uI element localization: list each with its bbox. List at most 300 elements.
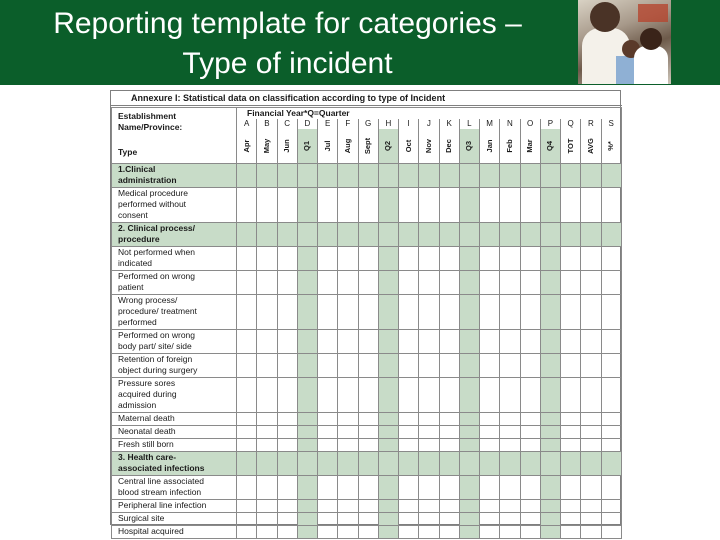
data-cell[interactable]: [439, 476, 459, 500]
data-cell[interactable]: [237, 500, 257, 513]
data-cell[interactable]: [277, 426, 297, 439]
data-cell[interactable]: [500, 413, 520, 426]
data-cell[interactable]: [237, 378, 257, 413]
data-cell[interactable]: [581, 526, 601, 539]
data-cell[interactable]: [439, 354, 459, 378]
data-cell[interactable]: [257, 526, 277, 539]
data-cell[interactable]: [257, 354, 277, 378]
data-cell[interactable]: [419, 164, 439, 188]
data-cell[interactable]: [439, 513, 459, 526]
data-cell[interactable]: [419, 476, 439, 500]
data-cell[interactable]: [581, 223, 601, 247]
data-cell[interactable]: [500, 247, 520, 271]
data-cell[interactable]: [358, 354, 378, 378]
data-cell[interactable]: [358, 164, 378, 188]
data-cell[interactable]: [439, 452, 459, 476]
data-cell[interactable]: [520, 164, 540, 188]
data-cell[interactable]: [601, 330, 621, 354]
data-cell[interactable]: [297, 526, 317, 539]
data-cell[interactable]: [439, 330, 459, 354]
data-cell[interactable]: [297, 188, 317, 223]
data-cell[interactable]: [257, 295, 277, 330]
data-cell[interactable]: [378, 426, 398, 439]
data-cell[interactable]: [297, 439, 317, 452]
data-cell[interactable]: [318, 330, 338, 354]
data-cell[interactable]: [500, 188, 520, 223]
data-cell[interactable]: [581, 164, 601, 188]
data-cell[interactable]: [540, 526, 560, 539]
data-cell[interactable]: [561, 526, 581, 539]
data-cell[interactable]: [358, 223, 378, 247]
data-cell[interactable]: [399, 271, 419, 295]
data-cell[interactable]: [358, 295, 378, 330]
data-cell[interactable]: [277, 247, 297, 271]
data-cell[interactable]: [561, 476, 581, 500]
data-cell[interactable]: [338, 476, 358, 500]
data-cell[interactable]: [378, 452, 398, 476]
data-cell[interactable]: [257, 476, 277, 500]
data-cell[interactable]: [277, 295, 297, 330]
data-cell[interactable]: [277, 513, 297, 526]
data-cell[interactable]: [378, 354, 398, 378]
data-cell[interactable]: [318, 513, 338, 526]
data-cell[interactable]: [561, 452, 581, 476]
data-cell[interactable]: [581, 439, 601, 452]
data-cell[interactable]: [399, 452, 419, 476]
data-cell[interactable]: [257, 452, 277, 476]
data-cell[interactable]: [540, 247, 560, 271]
data-cell[interactable]: [297, 452, 317, 476]
data-cell[interactable]: [459, 295, 479, 330]
data-cell[interactable]: [520, 426, 540, 439]
data-cell[interactable]: [439, 295, 459, 330]
data-cell[interactable]: [237, 164, 257, 188]
data-cell[interactable]: [561, 378, 581, 413]
data-cell[interactable]: [459, 426, 479, 439]
data-cell[interactable]: [520, 330, 540, 354]
data-cell[interactable]: [561, 164, 581, 188]
data-cell[interactable]: [520, 378, 540, 413]
data-cell[interactable]: [520, 500, 540, 513]
data-cell[interactable]: [338, 354, 358, 378]
data-cell[interactable]: [459, 526, 479, 539]
data-cell[interactable]: [378, 378, 398, 413]
data-cell[interactable]: [540, 295, 560, 330]
data-cell[interactable]: [500, 164, 520, 188]
data-cell[interactable]: [419, 378, 439, 413]
data-cell[interactable]: [297, 513, 317, 526]
data-cell[interactable]: [399, 247, 419, 271]
data-cell[interactable]: [318, 164, 338, 188]
data-cell[interactable]: [318, 378, 338, 413]
data-cell[interactable]: [318, 354, 338, 378]
data-cell[interactable]: [297, 164, 317, 188]
data-cell[interactable]: [318, 295, 338, 330]
data-cell[interactable]: [601, 247, 621, 271]
data-cell[interactable]: [277, 378, 297, 413]
data-cell[interactable]: [601, 513, 621, 526]
data-cell[interactable]: [581, 500, 601, 513]
data-cell[interactable]: [540, 223, 560, 247]
data-cell[interactable]: [601, 223, 621, 247]
data-cell[interactable]: [257, 223, 277, 247]
data-cell[interactable]: [338, 164, 358, 188]
data-cell[interactable]: [439, 164, 459, 188]
data-cell[interactable]: [297, 295, 317, 330]
data-cell[interactable]: [399, 426, 419, 439]
data-cell[interactable]: [318, 413, 338, 426]
data-cell[interactable]: [297, 330, 317, 354]
data-cell[interactable]: [601, 439, 621, 452]
data-cell[interactable]: [500, 295, 520, 330]
data-cell[interactable]: [399, 378, 419, 413]
data-cell[interactable]: [378, 330, 398, 354]
data-cell[interactable]: [480, 354, 500, 378]
data-cell[interactable]: [257, 188, 277, 223]
data-cell[interactable]: [500, 223, 520, 247]
data-cell[interactable]: [561, 188, 581, 223]
data-cell[interactable]: [277, 330, 297, 354]
data-cell[interactable]: [277, 476, 297, 500]
data-cell[interactable]: [297, 378, 317, 413]
data-cell[interactable]: [581, 330, 601, 354]
data-cell[interactable]: [318, 188, 338, 223]
data-cell[interactable]: [277, 452, 297, 476]
data-cell[interactable]: [601, 526, 621, 539]
data-cell[interactable]: [338, 500, 358, 513]
data-cell[interactable]: [520, 526, 540, 539]
data-cell[interactable]: [419, 452, 439, 476]
data-cell[interactable]: [277, 188, 297, 223]
data-cell[interactable]: [480, 476, 500, 500]
data-cell[interactable]: [338, 295, 358, 330]
data-cell[interactable]: [500, 378, 520, 413]
data-cell[interactable]: [601, 188, 621, 223]
data-cell[interactable]: [480, 271, 500, 295]
data-cell[interactable]: [378, 513, 398, 526]
data-cell[interactable]: [500, 439, 520, 452]
data-cell[interactable]: [378, 476, 398, 500]
data-cell[interactable]: [237, 439, 257, 452]
data-cell[interactable]: [500, 330, 520, 354]
data-cell[interactable]: [480, 426, 500, 439]
data-cell[interactable]: [378, 526, 398, 539]
data-cell[interactable]: [540, 452, 560, 476]
data-cell[interactable]: [318, 452, 338, 476]
data-cell[interactable]: [338, 247, 358, 271]
data-cell[interactable]: [540, 188, 560, 223]
data-cell[interactable]: [561, 426, 581, 439]
data-cell[interactable]: [561, 295, 581, 330]
data-cell[interactable]: [459, 476, 479, 500]
data-cell[interactable]: [378, 500, 398, 513]
data-cell[interactable]: [540, 513, 560, 526]
data-cell[interactable]: [338, 223, 358, 247]
data-cell[interactable]: [297, 426, 317, 439]
data-cell[interactable]: [378, 271, 398, 295]
data-cell[interactable]: [459, 164, 479, 188]
data-cell[interactable]: [520, 476, 540, 500]
data-cell[interactable]: [338, 188, 358, 223]
data-cell[interactable]: [277, 354, 297, 378]
data-cell[interactable]: [561, 439, 581, 452]
data-cell[interactable]: [520, 223, 540, 247]
data-cell[interactable]: [459, 500, 479, 513]
data-cell[interactable]: [419, 426, 439, 439]
data-cell[interactable]: [399, 223, 419, 247]
data-cell[interactable]: [419, 439, 439, 452]
data-cell[interactable]: [237, 426, 257, 439]
data-cell[interactable]: [459, 247, 479, 271]
data-cell[interactable]: [237, 330, 257, 354]
data-cell[interactable]: [338, 271, 358, 295]
data-cell[interactable]: [439, 188, 459, 223]
data-cell[interactable]: [480, 413, 500, 426]
data-cell[interactable]: [257, 513, 277, 526]
data-cell[interactable]: [520, 247, 540, 271]
data-cell[interactable]: [520, 452, 540, 476]
data-cell[interactable]: [561, 500, 581, 513]
data-cell[interactable]: [581, 413, 601, 426]
data-cell[interactable]: [561, 330, 581, 354]
data-cell[interactable]: [500, 452, 520, 476]
data-cell[interactable]: [257, 378, 277, 413]
data-cell[interactable]: [480, 188, 500, 223]
data-cell[interactable]: [419, 271, 439, 295]
data-cell[interactable]: [520, 354, 540, 378]
data-cell[interactable]: [399, 354, 419, 378]
data-cell[interactable]: [419, 188, 439, 223]
data-cell[interactable]: [419, 526, 439, 539]
data-cell[interactable]: [439, 526, 459, 539]
data-cell[interactable]: [480, 513, 500, 526]
data-cell[interactable]: [358, 526, 378, 539]
data-cell[interactable]: [439, 247, 459, 271]
data-cell[interactable]: [419, 354, 439, 378]
data-cell[interactable]: [277, 413, 297, 426]
data-cell[interactable]: [338, 413, 358, 426]
data-cell[interactable]: [237, 476, 257, 500]
data-cell[interactable]: [500, 500, 520, 513]
data-cell[interactable]: [378, 188, 398, 223]
data-cell[interactable]: [358, 378, 378, 413]
data-cell[interactable]: [439, 426, 459, 439]
data-cell[interactable]: [561, 223, 581, 247]
data-cell[interactable]: [358, 500, 378, 513]
data-cell[interactable]: [237, 223, 257, 247]
data-cell[interactable]: [277, 164, 297, 188]
data-cell[interactable]: [419, 295, 439, 330]
data-cell[interactable]: [540, 500, 560, 513]
data-cell[interactable]: [277, 500, 297, 513]
data-cell[interactable]: [540, 271, 560, 295]
data-cell[interactable]: [540, 413, 560, 426]
data-cell[interactable]: [500, 271, 520, 295]
data-cell[interactable]: [297, 271, 317, 295]
data-cell[interactable]: [480, 500, 500, 513]
data-cell[interactable]: [338, 526, 358, 539]
data-cell[interactable]: [358, 330, 378, 354]
data-cell[interactable]: [237, 295, 257, 330]
data-cell[interactable]: [500, 513, 520, 526]
data-cell[interactable]: [561, 271, 581, 295]
data-cell[interactable]: [338, 426, 358, 439]
data-cell[interactable]: [581, 452, 601, 476]
data-cell[interactable]: [237, 513, 257, 526]
data-cell[interactable]: [358, 413, 378, 426]
data-cell[interactable]: [459, 223, 479, 247]
data-cell[interactable]: [399, 500, 419, 513]
data-cell[interactable]: [237, 271, 257, 295]
data-cell[interactable]: [318, 526, 338, 539]
data-cell[interactable]: [520, 513, 540, 526]
data-cell[interactable]: [338, 330, 358, 354]
data-cell[interactable]: [378, 439, 398, 452]
data-cell[interactable]: [318, 476, 338, 500]
data-cell[interactable]: [297, 247, 317, 271]
data-cell[interactable]: [601, 164, 621, 188]
data-cell[interactable]: [257, 330, 277, 354]
data-cell[interactable]: [277, 223, 297, 247]
data-cell[interactable]: [237, 452, 257, 476]
data-cell[interactable]: [480, 295, 500, 330]
data-cell[interactable]: [378, 295, 398, 330]
data-cell[interactable]: [419, 513, 439, 526]
data-cell[interactable]: [419, 413, 439, 426]
data-cell[interactable]: [338, 452, 358, 476]
data-cell[interactable]: [520, 439, 540, 452]
data-cell[interactable]: [257, 413, 277, 426]
data-cell[interactable]: [338, 378, 358, 413]
data-cell[interactable]: [459, 378, 479, 413]
data-cell[interactable]: [358, 271, 378, 295]
data-cell[interactable]: [399, 330, 419, 354]
data-cell[interactable]: [540, 354, 560, 378]
data-cell[interactable]: [581, 295, 601, 330]
data-cell[interactable]: [318, 247, 338, 271]
data-cell[interactable]: [277, 271, 297, 295]
data-cell[interactable]: [520, 295, 540, 330]
data-cell[interactable]: [419, 330, 439, 354]
data-cell[interactable]: [581, 378, 601, 413]
data-cell[interactable]: [399, 476, 419, 500]
data-cell[interactable]: [540, 164, 560, 188]
data-cell[interactable]: [318, 426, 338, 439]
data-cell[interactable]: [540, 378, 560, 413]
data-cell[interactable]: [561, 354, 581, 378]
data-cell[interactable]: [480, 223, 500, 247]
data-cell[interactable]: [480, 330, 500, 354]
data-cell[interactable]: [439, 439, 459, 452]
data-cell[interactable]: [378, 223, 398, 247]
data-cell[interactable]: [459, 188, 479, 223]
data-cell[interactable]: [581, 476, 601, 500]
data-cell[interactable]: [399, 526, 419, 539]
data-cell[interactable]: [480, 247, 500, 271]
data-cell[interactable]: [581, 188, 601, 223]
data-cell[interactable]: [500, 526, 520, 539]
data-cell[interactable]: [439, 500, 459, 513]
data-cell[interactable]: [561, 513, 581, 526]
data-cell[interactable]: [399, 295, 419, 330]
data-cell[interactable]: [419, 500, 439, 513]
data-cell[interactable]: [297, 476, 317, 500]
data-cell[interactable]: [459, 413, 479, 426]
data-cell[interactable]: [399, 513, 419, 526]
data-cell[interactable]: [399, 413, 419, 426]
data-cell[interactable]: [520, 188, 540, 223]
data-cell[interactable]: [601, 295, 621, 330]
data-cell[interactable]: [358, 247, 378, 271]
data-cell[interactable]: [237, 247, 257, 271]
data-cell[interactable]: [581, 426, 601, 439]
data-cell[interactable]: [318, 500, 338, 513]
data-cell[interactable]: [358, 188, 378, 223]
data-cell[interactable]: [581, 354, 601, 378]
data-cell[interactable]: [399, 188, 419, 223]
data-cell[interactable]: [358, 452, 378, 476]
data-cell[interactable]: [500, 354, 520, 378]
data-cell[interactable]: [257, 426, 277, 439]
data-cell[interactable]: [459, 354, 479, 378]
data-cell[interactable]: [480, 378, 500, 413]
data-cell[interactable]: [237, 413, 257, 426]
data-cell[interactable]: [520, 271, 540, 295]
data-cell[interactable]: [297, 223, 317, 247]
data-cell[interactable]: [480, 164, 500, 188]
data-cell[interactable]: [297, 354, 317, 378]
data-cell[interactable]: [338, 513, 358, 526]
data-cell[interactable]: [439, 271, 459, 295]
data-cell[interactable]: [318, 271, 338, 295]
data-cell[interactable]: [561, 247, 581, 271]
data-cell[interactable]: [480, 526, 500, 539]
data-cell[interactable]: [237, 188, 257, 223]
data-cell[interactable]: [459, 452, 479, 476]
data-cell[interactable]: [581, 271, 601, 295]
data-cell[interactable]: [439, 223, 459, 247]
data-cell[interactable]: [277, 526, 297, 539]
data-cell[interactable]: [500, 426, 520, 439]
data-cell[interactable]: [277, 439, 297, 452]
data-cell[interactable]: [439, 413, 459, 426]
data-cell[interactable]: [540, 439, 560, 452]
data-cell[interactable]: [378, 164, 398, 188]
data-cell[interactable]: [257, 439, 277, 452]
data-cell[interactable]: [601, 500, 621, 513]
data-cell[interactable]: [358, 426, 378, 439]
data-cell[interactable]: [257, 271, 277, 295]
data-cell[interactable]: [318, 439, 338, 452]
data-cell[interactable]: [601, 476, 621, 500]
data-cell[interactable]: [601, 271, 621, 295]
data-cell[interactable]: [399, 439, 419, 452]
data-cell[interactable]: [520, 413, 540, 426]
data-cell[interactable]: [601, 413, 621, 426]
data-cell[interactable]: [297, 500, 317, 513]
data-cell[interactable]: [257, 164, 277, 188]
data-cell[interactable]: [601, 426, 621, 439]
data-cell[interactable]: [601, 354, 621, 378]
data-cell[interactable]: [480, 452, 500, 476]
data-cell[interactable]: [257, 500, 277, 513]
data-cell[interactable]: [540, 426, 560, 439]
data-cell[interactable]: [237, 526, 257, 539]
data-cell[interactable]: [358, 439, 378, 452]
data-cell[interactable]: [459, 439, 479, 452]
data-cell[interactable]: [459, 513, 479, 526]
data-cell[interactable]: [480, 439, 500, 452]
